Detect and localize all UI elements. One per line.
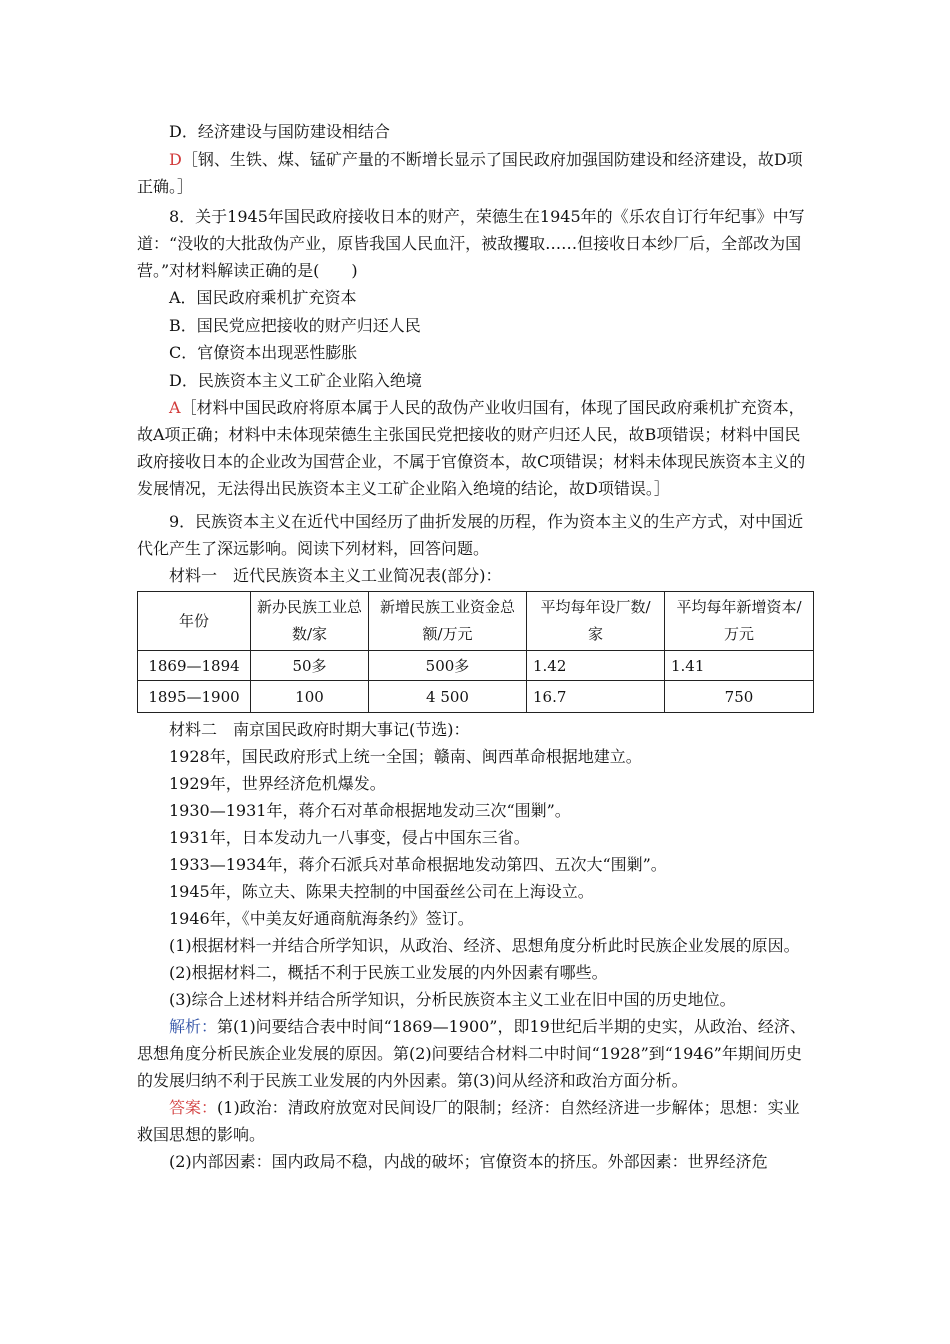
table-cell: 750 [665,681,814,713]
table-header-cell: 新增民族工业资金总额/万元 [369,592,527,651]
q8-block [137,203,813,502]
table-cell: 1895—1900 [138,681,251,713]
q7-answer-explanation: ［钢、生铁、煤、锰矿产量的不断增长显示了国民政府加强国防建设和经济建设，故D项正确。］ [137,149,803,196]
table-header-cell: 新办民族工业总数/家 [251,592,369,651]
q9-question-2: (2)根据材料二，概括不利于民族工业发展的内外因素有哪些。 [169,963,608,982]
q9-material2 [137,716,813,1175]
q8-stem: 8．关于1945年国民政府接收日本的财产，荣德生在1945年的《乐农自订行年纪事》中写道：“没收的大批敌伪产业，原皆我国人民血汗，被敌攫取……但接收日本纱厂后，全部改为国营。”对材料解读正确的是( ) [137,207,805,280]
event-item: 1945年，陈立夫、陈果夫控制的中国蚕丝公司在上海设立。 [169,882,594,901]
industry-table [137,591,814,713]
table-header-cell: 平均每年新增资本/万元 [665,592,814,651]
q8-option-d: D．民族资本主义工矿企业陷入绝境 [169,370,422,390]
q8-option-a: A．国民政府乘机扩充资本 [169,288,357,307]
table-header-row [138,592,814,651]
answer-text: (1)政治：清政府放宽对民间设厂的限制；经济：自然经济进一步解体；思想：实业救国思想的影响。 [137,1098,800,1144]
q7-answer-letter: D [169,149,182,169]
material2-title: 材料二 南京国民政府时期大事记(节选)： [169,720,470,739]
q9-answer-2: (2)内部因素：国内政局不稳，内战的破坏；官僚资本的挤压。外部因素：世界经济危 [169,1152,768,1171]
table-cell: 100 [251,681,369,713]
q7-block [137,118,813,200]
q8-option-b: B．国民党应把接收的财产归还人民 [169,315,421,335]
q9-intro [137,508,813,589]
event-item: 1931年，日本发动九一八事变，侵占中国东三省。 [169,828,530,847]
table-row [138,681,814,713]
q9-question-1: (1)根据材料一并结合所学知识，从政治、经济、思想角度分析此时民族企业发展的原因。 [169,936,800,955]
table-cell: 1.42 [527,651,665,681]
event-item: 1928年，国民政府形式上统一全国；赣南、闽西革命根据地建立。 [169,747,642,766]
q8-answer [137,394,813,502]
event-item: 1933—1934年，蒋介石派兵对革命根据地发动第四、五次大“围剿”。 [169,855,667,874]
q9-question-3: (3)综合上述材料并结合所学知识，分析民族资本主义工业在旧中国的历史地位。 [169,990,736,1009]
event-item: 1929年，世界经济危机爆发。 [169,774,386,793]
table-header-cell: 平均每年设厂数/家 [527,592,665,651]
table-header-cell: 年份 [138,592,251,651]
table-cell: 1.41 [665,651,814,681]
q7-option-d: D．经济建设与国防建设相结合 [169,122,390,141]
table-cell: 4 500 [369,681,527,713]
q9-analysis [137,1013,813,1094]
q9-answer [137,1094,813,1148]
material1-title: 材料一 近代民族资本主义工业简况表(部分)： [169,566,502,585]
analysis-label: 解析： [169,1017,218,1036]
q8-answer-explanation: ［材料中国民政府将原本属于人民的敌伪产业收归国有，体现了国民政府乘机扩充资本，故A项正确；材料中未体现荣德生主张国民党把接收的财产归还人民，故B项错误；材料中国民政府接收日本的企业改为国营企业，不属于官僚资本，故C项错误；材料未体现民族资本主义的发展情况，无法得出民族资本主义工矿企业陷入绝境的结论，故D项错误。］ [137,398,806,498]
table-cell: 16.7 [527,681,665,713]
q9-stem: 9．民族资本主义在近代中国经历了曲折发展的历程，作为资本主义的生产方式，对中国近代化产生了深远影响。阅读下列材料，回答问题。 [137,512,804,558]
q7-answer [137,146,813,200]
event-item: 1946年，《中美友好通商航海条约》签订。 [169,909,474,928]
q8-option-c: C．官僚资本出现恶性膨胀 [169,343,358,362]
event-item: 1930—1931年，蒋介石对革命根据地发动三次“围剿”。 [169,801,571,820]
answer-label: 答案： [169,1098,218,1117]
table-cell: 500多 [369,651,527,681]
table-cell: 50多 [251,651,369,681]
table-row [138,651,814,681]
table-cell: 1869—1894 [138,651,251,681]
analysis-text: 第(1)问要结合表中时间“1869—1900”，即19世纪后半期的史实，从政治、经济、思想角度分析民族企业发展的原因。第(2)问要结合材料二中时间“1928”到“1946”年期间历史的发展归纳不利于民族工业发展的内外因素。第(3)问从经济和政治方面分析。 [137,1017,806,1090]
q8-answer-letter: A [169,398,181,417]
